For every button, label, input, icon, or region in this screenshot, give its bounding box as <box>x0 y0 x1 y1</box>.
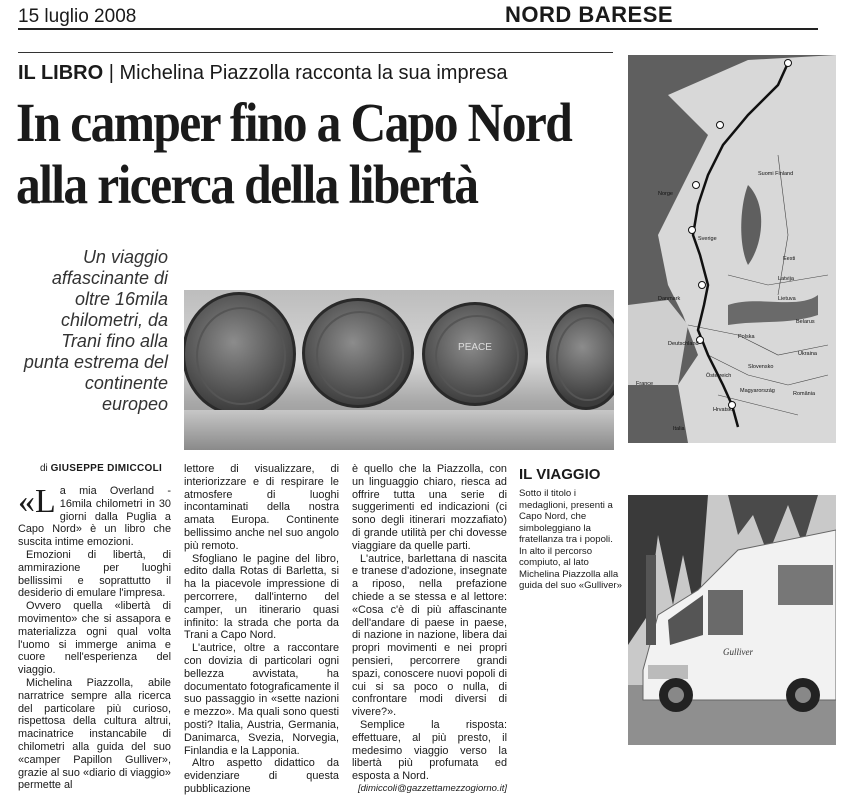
map-label-4: Deutschland <box>668 341 699 347</box>
camper-van-graphic <box>628 495 836 745</box>
headline <box>16 92 572 216</box>
col3-paragraph-1: è quello che la Piazzolla, con un linguaggio chiaro, riesca ad offrire tutta una serie di suggerimenti ed indicazioni (ci sono degli itinerari mozzafiato) di grande utilità per chi dovesse viaggiare da quelle parti. <box>352 463 507 552</box>
byline-author: GIUSEPPE DIMICCOLI <box>50 463 163 474</box>
map-label-14: Lietuva <box>778 296 796 302</box>
medallion-4 <box>546 304 614 410</box>
map-label-7: Polska <box>738 334 755 340</box>
col1-paragraph-3: Ovvero quella «libertà di movimento» che si assapora e materializza ogni qual volta l'uomo si immerge anima e cuore nell'esperienza del viaggio. <box>18 600 171 677</box>
caption-title: IL VIAGGIO <box>519 466 601 483</box>
map-label-15: Eesti <box>783 256 796 262</box>
map-label-10: Magyarország <box>740 388 775 394</box>
map-label-16: Belarus <box>796 319 815 325</box>
col3-paragraph-3: Semplice la risposta: effettuare, al più presto, il medesimo viaggio verso la libertà più profumata ed esposta a Nord. <box>352 718 507 783</box>
drop-cap: «L <box>18 483 56 520</box>
map-label-2: Suomi Finland <box>758 171 794 177</box>
map-label-17: Ukraina <box>798 351 817 357</box>
byline <box>40 463 162 474</box>
headline-line-1: In camper fino a Capo Nord <box>16 92 572 153</box>
section-name: NORD BARESE <box>505 2 674 27</box>
map-label-12: Hrvatska <box>713 407 735 413</box>
col3-paragraph-2: L'autrice, barlettana di nascita e tranese d'adozione, insegnate a riposo, nella prefazione chiede a se stessa e al lettore: «Cosa c'è di più affascinante dell'andare di paese in paese, di nazione in nazione, libera dai propri movimenti e nei propri pensieri, percorrere grandi spazi, conoscere nuovi popoli di cui si sa poco o nulla, di confrontare modi diversi di vivere?». <box>352 552 507 719</box>
byline-prefix: di <box>40 463 48 474</box>
kicker-separator: | <box>108 62 120 84</box>
map-label-6: Italia <box>673 426 685 432</box>
col2-paragraph-1: lettore di visualizzare, di interiorizzare e di respirare le atmosfere di luoghi incontaminati della nostra amata Europa. Continente bellissimo anche nel suo angolo più remoto. <box>184 463 339 552</box>
kicker <box>18 62 507 85</box>
headline-line-2: alla ricerca della libertà <box>16 154 478 215</box>
author-email: [dimiccoli@gazzettamezzogiorno.it] <box>357 782 507 794</box>
van-label: Gulliver <box>723 647 753 657</box>
map-label-5: France <box>636 381 654 387</box>
medallion-1 <box>184 292 296 416</box>
monument-medallions-photo <box>184 290 614 450</box>
medallion-peace-label: PEACE <box>458 342 492 354</box>
route-map-photo <box>628 55 836 443</box>
map-label-9: Slovensko <box>748 364 774 370</box>
ground <box>184 410 614 450</box>
map-label-8: Österreich <box>706 373 732 379</box>
col2-paragraph-3: L'autrice, oltre a raccontare con dovizia di particolari ogni bellezza avvistata, ha documentato fotograficamente il suo passaggio in «sette nazioni e mezzo». Ma quali sono questi posti? Italia, Austria, Germania, Danimarca, Svezia, Norvegia, Finlandia e la Lapponia. <box>184 642 339 757</box>
map-label-11: România <box>793 391 816 397</box>
col2-paragraph-4: Altro aspetto didattico da evidenziare di questa pubblicazione <box>184 757 339 795</box>
caption-text: Sotto il titolo i medaglioni, presenti a Capo Nord, che simboleggiano la fratellanza tra i popoli. In alto il percorso compiuto, al lato Michelina Piazzolla alla guida del suo «Gulliver» <box>519 488 622 591</box>
kicker-text: Michelina Piazzolla racconta la sua impresa <box>119 62 508 84</box>
route-map-graphic <box>628 55 836 443</box>
map-label-3: Danmark <box>658 296 681 302</box>
article-column-1 <box>18 485 171 792</box>
issue-date: 15 luglio 2008 <box>18 6 137 27</box>
deck-subtitle: Un viaggio affascinante di oltre 16mila chilometri, da Trani fino alla punta estrema del continente europeo <box>23 247 168 414</box>
col1-paragraph-1: «La mia Overland - 16mila chilometri in 30 giorni dalla Puglia a Capo Nord» è un libro che suscita intime emozioni. <box>18 483 171 549</box>
kicker-tag: IL LIBRO <box>18 62 104 84</box>
col1-paragraph-2: Emozioni di libertà, di ammirazione per luoghi bellissimi e soprattutto il desiderio di emulare l'impresa. <box>18 548 171 600</box>
map-label-1: Sverige <box>698 236 717 242</box>
article-rule <box>18 52 613 53</box>
article-column-2 <box>184 463 339 796</box>
medallion-3 <box>422 302 528 406</box>
camper-van-photo <box>628 495 836 745</box>
col2-paragraph-2: Sfogliano le pagine del libro, edito dalla Rotas di Barletta, si ha la piacevole impressione di percorrere, dall'interno del camper, un itinerario quasi infinito: la strada che porta da Trani a Capo Nord. <box>184 552 339 642</box>
article-column-3 <box>352 463 507 796</box>
map-label-13: Latvija <box>778 276 794 282</box>
medallion-2 <box>302 298 414 408</box>
col1-paragraph-4: Michelina Piazzolla, abile narratrice sempre alla ricerca del particolare più curioso, rispettosa della cultura altrui, macinatrice instancabile di chilometri alla guida del suo «camper Papillon Gulliver», grazie al suo «diario di viaggio» permette al <box>18 676 171 792</box>
masthead-rule <box>18 28 818 30</box>
map-label-0: Norge <box>658 191 673 197</box>
